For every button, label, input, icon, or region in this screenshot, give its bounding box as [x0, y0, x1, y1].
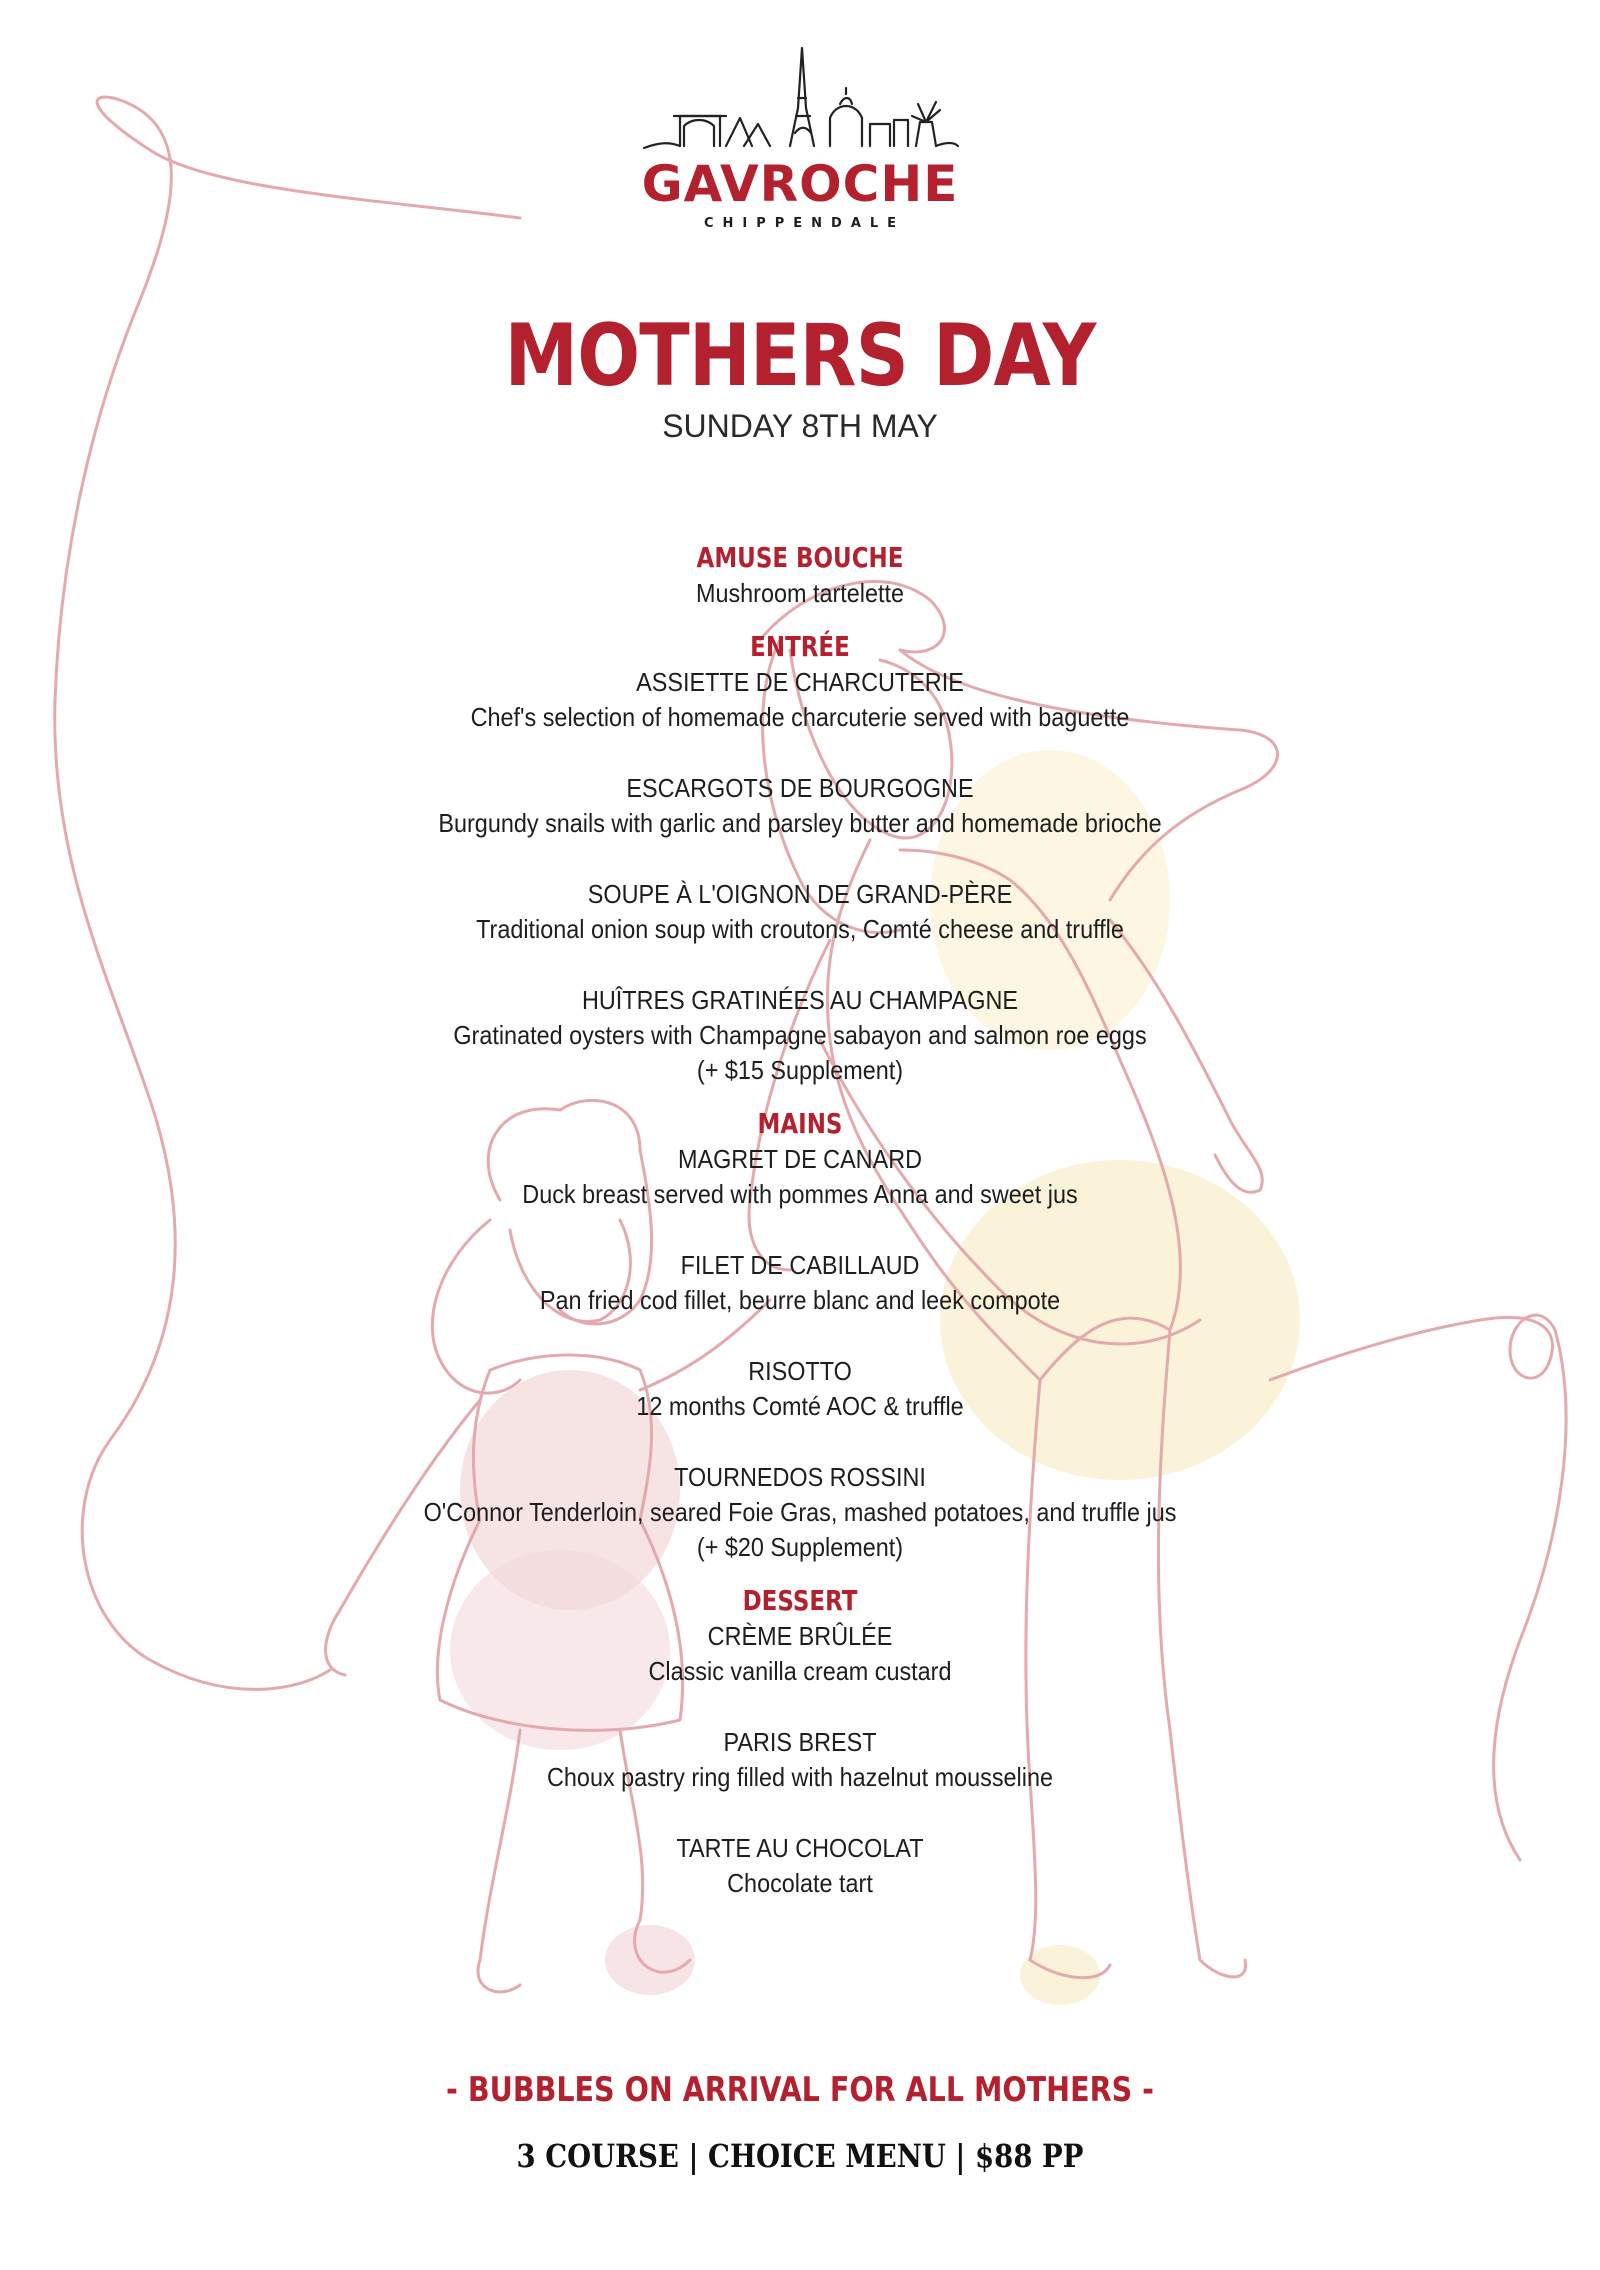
menu-item	[0, 576, 1600, 611]
menu-section-mains	[0, 1106, 1600, 1565]
item-name: RISOTTO	[748, 1356, 852, 1386]
item-description: Traditional onion soup with croutons, Comté cheese and truffle	[476, 914, 1124, 944]
item-supplement: (+ $20 Supplement)	[696, 1532, 904, 1562]
item-name: MAGRET DE CANARD	[677, 1144, 922, 1174]
item-name: SOUPE À L'OIGNON DE GRAND-PÈRE	[587, 879, 1013, 909]
menu-item	[0, 1831, 1600, 1901]
item-description: Choux pastry ring filled with hazelnut mousseline	[547, 1762, 1053, 1792]
section-title: DESSERT	[742, 1584, 858, 1617]
menu-item	[0, 1460, 1600, 1565]
menu-item	[0, 1142, 1600, 1212]
item-name: ESCARGOTS DE BOURGOGNE	[626, 773, 974, 803]
event-header	[0, 308, 1600, 446]
footer-price-line: 3 COURSE | CHOICE MENU | $88 PP	[516, 2137, 1084, 2175]
item-description: 12 months Comté AOC & truffle	[636, 1391, 964, 1421]
item-name: CRÈME BRÛLÉE	[707, 1621, 893, 1651]
menu-item	[0, 877, 1600, 947]
item-description: Burgundy snails with garlic and parsley butter and homemade brioche	[438, 808, 1162, 838]
logo	[0, 38, 1600, 231]
menu-item	[0, 665, 1600, 735]
item-description: Pan fried cod fillet, beurre blanc and leek compote	[539, 1285, 1061, 1315]
menu-section-entree	[0, 629, 1600, 1088]
item-description: Duck breast served with pommes Anna and sweet jus	[522, 1179, 1078, 1209]
pink-blob	[605, 1925, 695, 1995]
brand-name: GAVROCHE	[641, 155, 959, 213]
menu-section-dessert	[0, 1583, 1600, 1901]
menu-item	[0, 1248, 1600, 1318]
item-supplement: (+ $15 Supplement)	[696, 1055, 904, 1085]
item-description: Gratinated oysters with Champagne sabayon and salmon roe eggs	[453, 1020, 1147, 1050]
menu-item	[0, 1354, 1600, 1424]
item-description: Mushroom tartelette	[695, 578, 905, 608]
item-name: TOURNEDOS ROSSINI	[674, 1462, 926, 1492]
section-title: AMUSE BOUCHE	[696, 541, 904, 574]
item-description: O'Connor Tenderloin, seared Foie Gras, mashed potatoes, and truffle jus	[423, 1497, 1177, 1527]
menu-footer	[0, 2068, 1600, 2178]
item-description: Chef's selection of homemade charcuterie served with baguette	[470, 702, 1130, 732]
brand-subtitle: CHIPPENDALE	[703, 216, 906, 231]
menu-list	[0, 540, 1600, 1919]
item-name: TARTE AU CHOCOLAT	[676, 1833, 924, 1863]
event-title: MOTHERS DAY	[504, 306, 1096, 406]
menu-section-amuse-bouche	[0, 540, 1600, 611]
menu-item	[0, 1725, 1600, 1795]
menu-item	[0, 771, 1600, 841]
item-name: HUÎTRES GRATINÉES AU CHAMPAGNE	[581, 985, 1018, 1015]
menu-item	[0, 1619, 1600, 1689]
item-name: FILET DE CABILLAUD	[680, 1250, 920, 1280]
item-description: Chocolate tart	[727, 1868, 873, 1898]
section-title: ENTRÉE	[750, 630, 850, 663]
item-description: Classic vanilla cream custard	[648, 1656, 952, 1686]
item-name: PARIS BREST	[723, 1727, 877, 1757]
item-name: ASSIETTE DE CHARCUTERIE	[636, 667, 964, 697]
paris-skyline-icon	[640, 38, 960, 158]
section-title: MAINS	[757, 1107, 843, 1140]
footer-tagline: - BUBBLES ON ARRIVAL FOR ALL MOTHERS -	[446, 2070, 1154, 2110]
event-date: SUNDAY 8TH MAY	[662, 408, 938, 444]
menu-item	[0, 983, 1600, 1088]
